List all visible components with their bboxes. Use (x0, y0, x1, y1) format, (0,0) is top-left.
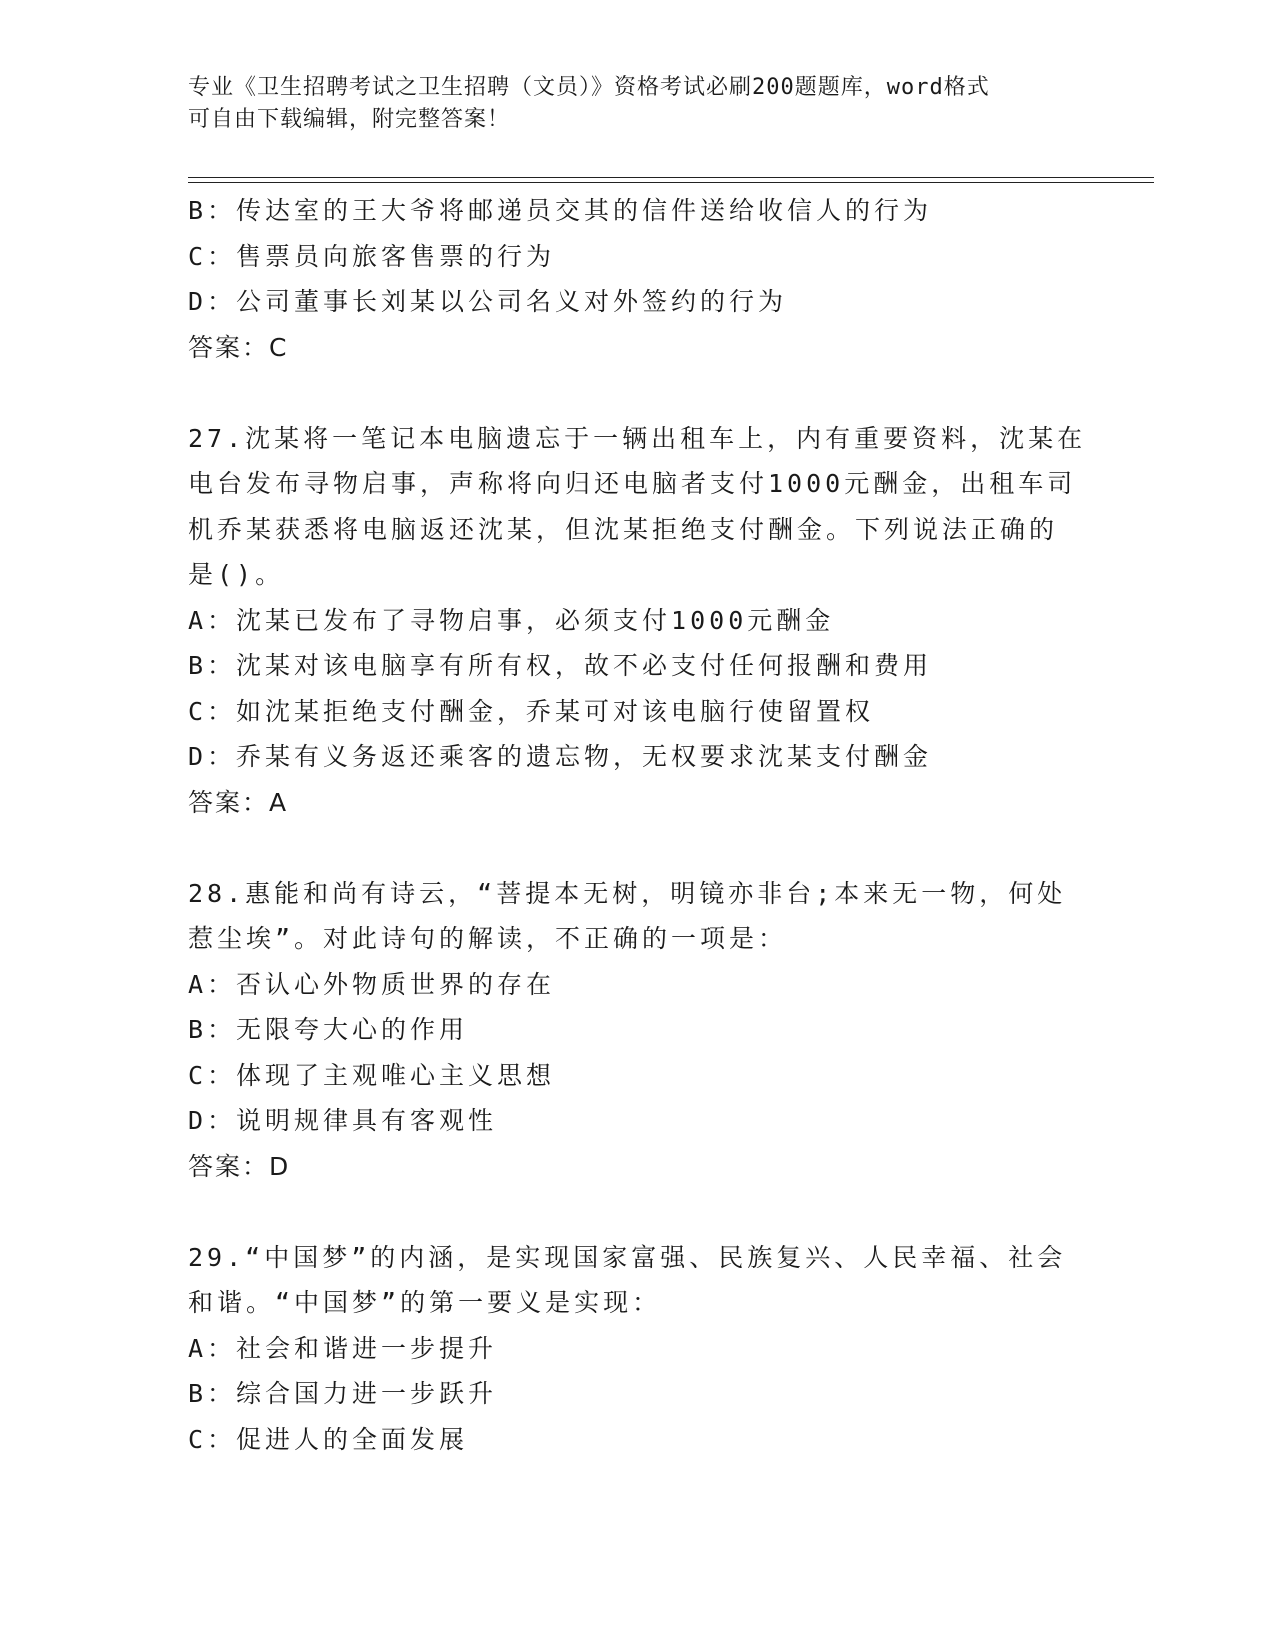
option-c: C：如沈某拒绝支付酬金，乔某可对该电脑行使留置权 (188, 696, 875, 726)
document-header (188, 72, 1068, 136)
option-b: B：无限夸大心的作用 (188, 1015, 469, 1044)
spacer (188, 825, 1088, 871)
option-a: A：社会和谐进一步提升 (188, 1333, 498, 1363)
header-line-1: 专业《卫生招聘考试之卫生招聘（文员）》资格考试必刷200题题库，word格式 (188, 75, 990, 100)
question-content (188, 188, 1088, 1462)
question-stem-line: 惹尘埃”。对此诗句的解读，不正确的一项是： (188, 924, 788, 953)
question-27 (188, 416, 1088, 826)
option-d: D：乔某有义务返还乘客的遗忘物，无权要求沈某支付酬金 (188, 742, 933, 771)
question-stem-line: 29.“中国梦”的内涵，是实现国家富强、民族复兴、人民幸福、社会 (188, 1242, 1067, 1272)
option-b: B：综合国力进一步跃升 (188, 1379, 498, 1408)
header-line-2: 可自由下载编辑，附完整答案！ (188, 107, 511, 132)
question-stem-line: 机乔某获悉将电脑返还沈某，但沈某拒绝支付酬金。下列说法正确的 (188, 514, 1059, 544)
question-28 (188, 871, 1088, 1190)
option-d: D：公司董事长刘某以公司名义对外签约的行为 (188, 287, 788, 316)
answer: 答案：A (188, 787, 289, 817)
answer: 答案：C (188, 332, 289, 362)
option-c: C：促进人的全面发展 (188, 1424, 469, 1454)
option-b: B：沈某对该电脑享有所有权，故不必支付任何报酬和费用 (188, 651, 933, 680)
option-a: A：沈某已发布了寻物启事，必须支付1000元酬金 (188, 605, 835, 635)
spacer (188, 370, 1088, 416)
question-stem-line: 电台发布寻物启事，声称将向归还电脑者支付1000元酬金，出租车司 (188, 469, 1077, 498)
header-rule-top (188, 177, 1154, 178)
option-a: A：否认心外物质世界的存在 (188, 969, 556, 999)
question-stem-line: 和谐。“中国梦”的第一要义是实现： (188, 1288, 662, 1317)
question-stem-line: 27.沈某将一笔记本电脑遗忘于一辆出租车上，内有重要资料，沈某在 (188, 423, 1087, 453)
answer: 答案：D (188, 1151, 291, 1181)
question-26-tail (188, 188, 1088, 370)
spacer (188, 1189, 1088, 1235)
option-c: C：体现了主观唯心主义思想 (188, 1060, 556, 1090)
option-c: C：售票员向旅客售票的行为 (188, 241, 556, 271)
question-stem-line: 28.惠能和尚有诗云，“菩提本无树，明镜亦非台;本来无一物，何处 (188, 878, 1067, 908)
question-stem-line: 是()。 (188, 560, 285, 589)
header-rule-bottom (188, 182, 1154, 183)
question-29 (188, 1235, 1088, 1463)
option-b: B：传达室的王大爷将邮递员交其的信件送给收信人的行为 (188, 196, 933, 225)
option-d: D：说明规律具有客观性 (188, 1106, 498, 1135)
